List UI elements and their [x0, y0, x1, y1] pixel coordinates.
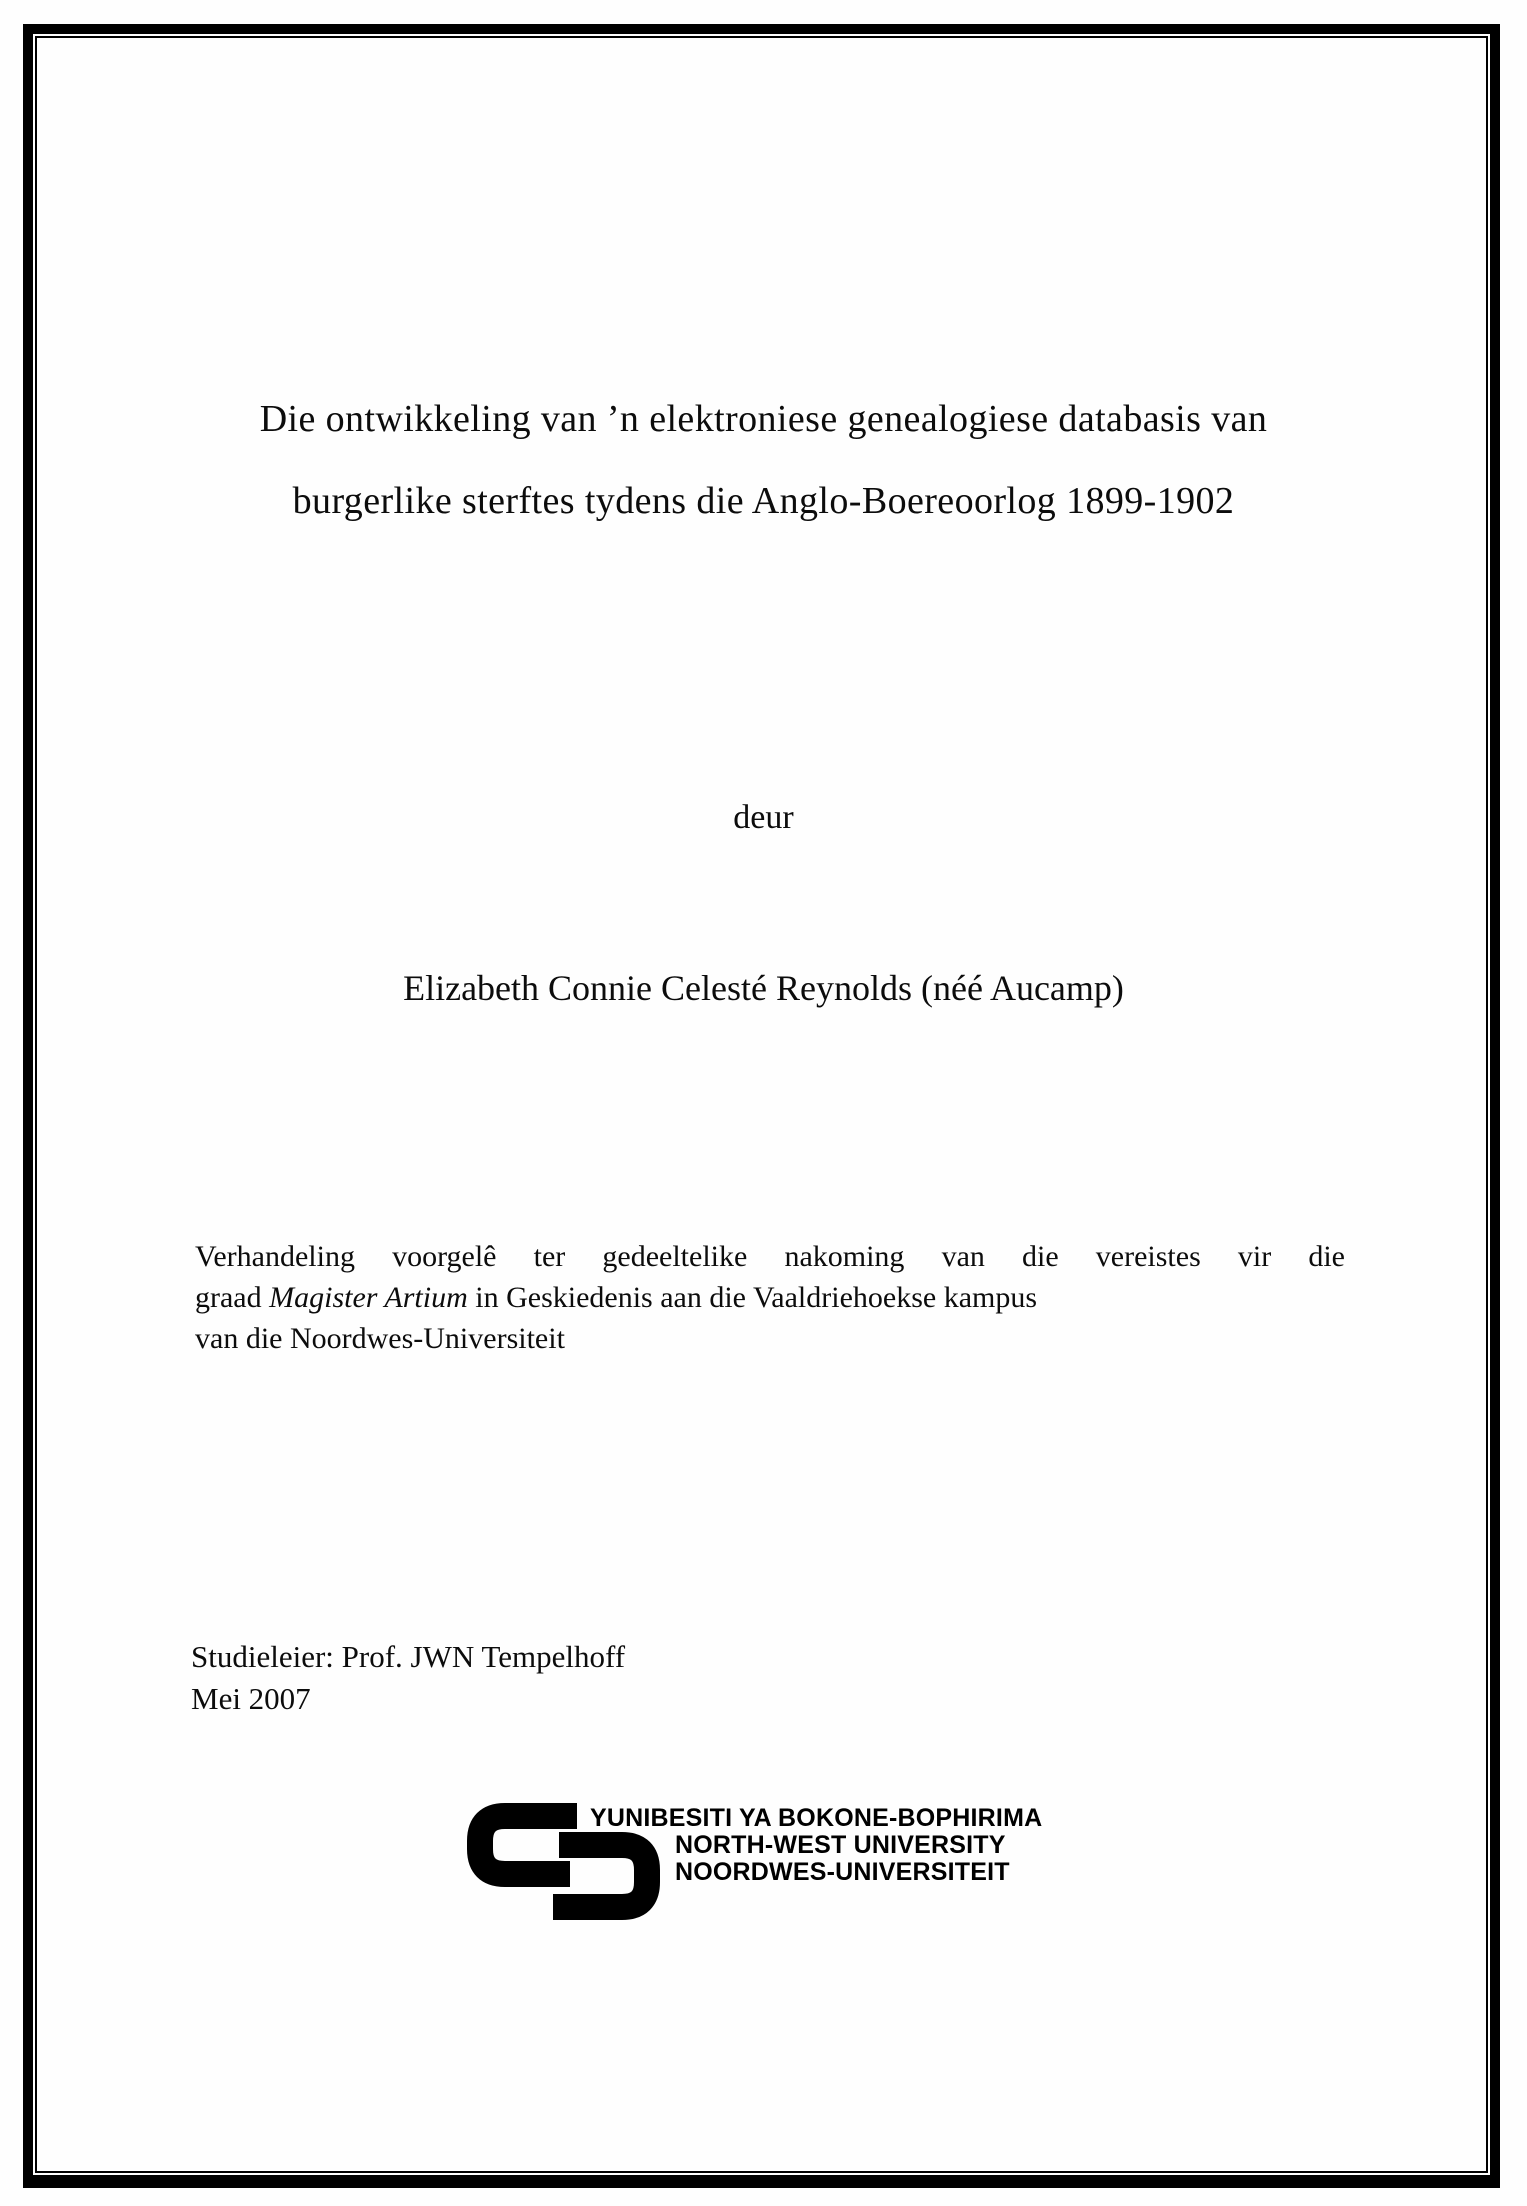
supervisor-block	[191, 1636, 625, 1720]
thesis-statement-line-1: Verhandeling voorgelê ter gedeeltelike nakoming van die vereistes vir die	[195, 1240, 1345, 1273]
page-title	[0, 378, 1527, 542]
degree-prefix: graad	[195, 1281, 270, 1314]
date-line: Mei 2007	[191, 1681, 311, 1716]
author-name: Elizabeth Connie Celesté Reynolds (néé Aucamp)	[403, 968, 1124, 1008]
degree-name: Magister Artium	[269, 1281, 468, 1314]
supervisor-line: Studieleier: Prof. JWN Tempelhoff	[191, 1639, 626, 1674]
university-name-setswana: YUNIBESITI YA BOKONE-BOPHIRIMA	[590, 1804, 1043, 1832]
degree-suffix: in Geskiedenis aan die Vaaldriehoekse kampus	[467, 1281, 1038, 1314]
university-logo	[467, 1803, 1067, 1933]
thesis-statement-line-2	[195, 1277, 1345, 1318]
thesis-statement	[195, 1236, 1345, 1359]
byline-preposition: deur	[733, 799, 794, 836]
university-name-english: NORTH-WEST UNIVERSITY	[675, 1831, 1006, 1859]
thesis-statement-line-3: van die Noordwes-Universiteit	[195, 1322, 565, 1355]
title-line-1: Die ontwikkeling van ’n elektroniese genealogiese databasis van	[259, 398, 1268, 440]
university-name-afrikaans: NOORDWES-UNIVERSITEIT	[675, 1858, 1010, 1886]
title-line-2: burgerlike sterftes tydens die Anglo-Boereoorlog 1899-1902	[292, 480, 1235, 522]
university-wordmark	[590, 1805, 1042, 1886]
